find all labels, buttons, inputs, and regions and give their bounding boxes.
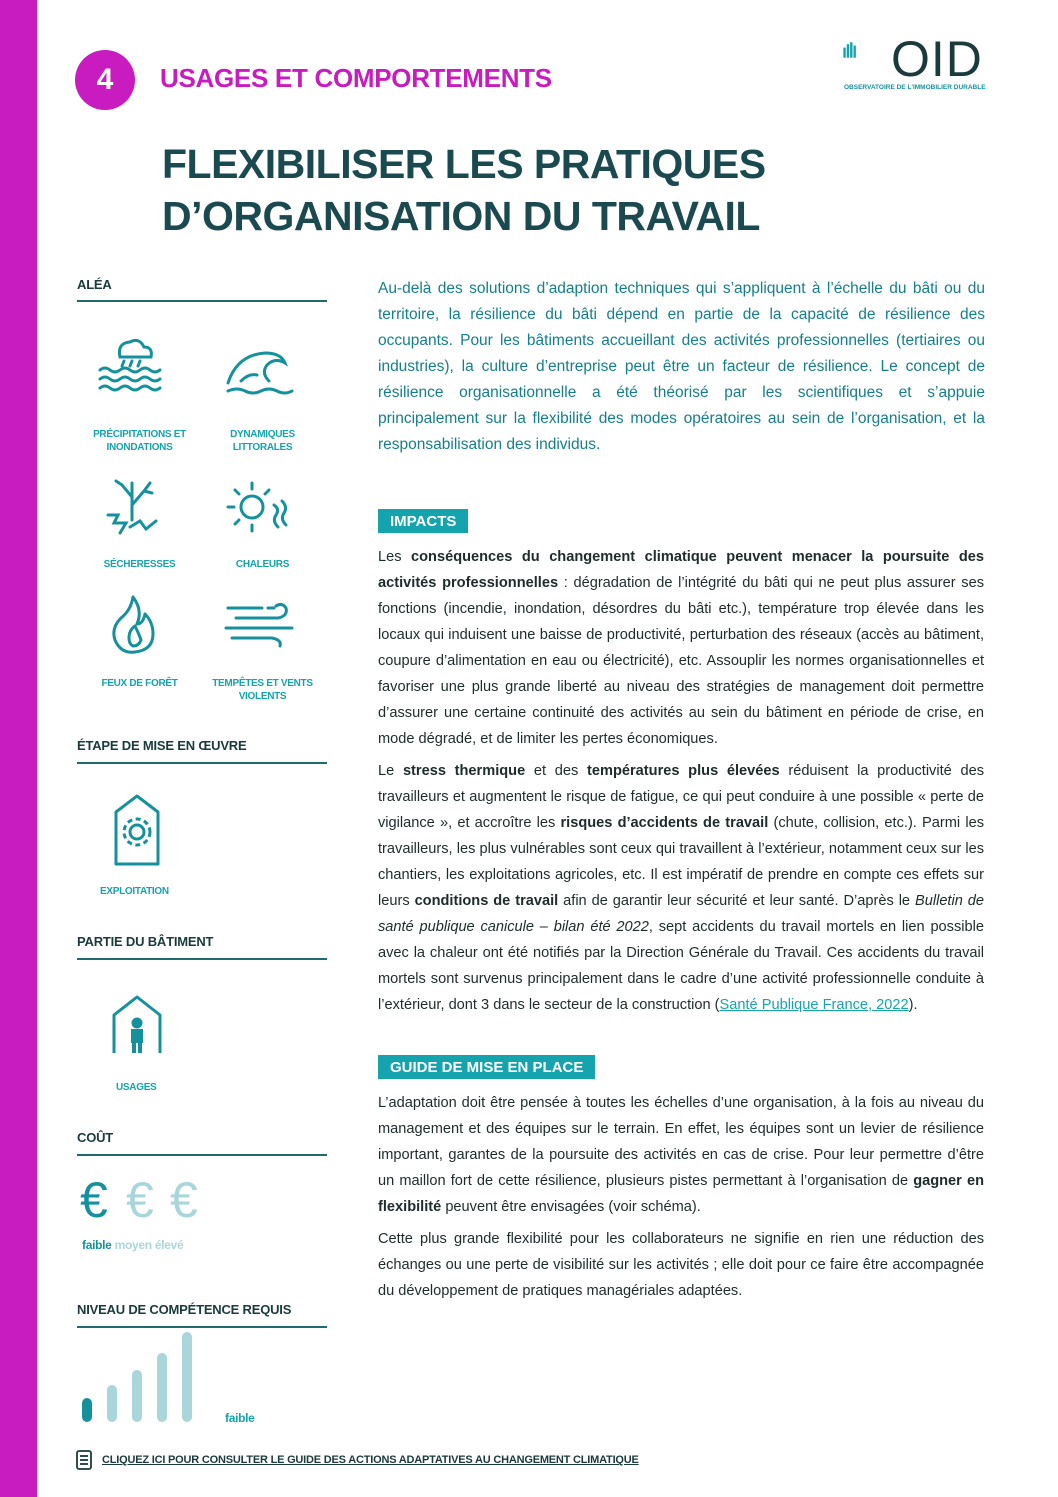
etape-label: EXPLOITATION [100,886,169,897]
alea-label-secheresses: SÉCHERESSES [103,559,176,570]
cost-level-labels [82,1238,183,1252]
cost-mid-label: moyen [114,1238,152,1252]
alea-label-chaleurs: CHALEURS [235,559,290,570]
partie-heading: PARTIE DU BÂTIMENT [77,934,214,949]
sun-heat-icon [222,475,297,540]
competence-heading: NIVEAU DE COMPÉTENCE REQUIS [77,1302,292,1317]
impacts-paragraph-1: Les conséquences du changement climatique peuvent menacer la poursuite des activités professionnelles : dégradation de l’intégrité du bâti qui ne peut plus assurer ses fonctions (incendie, inondation, désordres du bâti etc.), température trop élevée dans les locaux qui induisent une baisse de productivité, perturbation des réseaux (accès au bâtiment, coupure d’alimentation en eau ou électricité), etc. Assouplir les normes organisationnelles et favoriser une plus grande liberté au niveau des stratégies de management doit permettre d’assurer une certaine continuité des activités au sein du bâtiment en période de crise, en mode dégradé, et de limiter les pertes économiques. [378,549,984,747]
alea-label-precipitations: PRÉCIPITATIONS ET INONDATIONS [93,429,186,453]
wave-icon [225,345,295,395]
cout-heading: COÛT [77,1130,114,1145]
fire-icon [103,592,163,657]
cost-low-label: faible [82,1238,112,1252]
rain-flood-icon [95,335,165,395]
side-accent-bar [0,0,37,1497]
competence-bar-4 [157,1353,167,1422]
building-gear-icon [112,792,162,867]
oid-logo-icon [842,28,890,80]
divider [77,762,327,764]
alea-heading: ALÉA [77,277,112,292]
alea-label-feux: FEUX DE FORÊT [101,678,178,689]
competence-bar-3 [132,1370,142,1422]
partie-label: USAGES [116,1082,157,1093]
page-title-line1: FLEXIBILISER LES PRATIQUES [162,141,766,187]
chapter-number: 4 [75,50,135,110]
competence-bar-1 [82,1398,92,1422]
guide-footer-link[interactable] [76,1450,639,1470]
divider [77,300,327,302]
cost-high-label: élevé [154,1238,184,1252]
drought-icon [100,475,165,540]
intro-paragraph: Au-delà des solutions d’adaption techniques qui s’appliquent à l’échelle du bâti ou du territoire, la résilience du bâti dépend en partie de la capacité de résilience des occupants. Pour les bâtiments accueillant des activités professionnelles (tertiaires ou industries), la culture d’entreprise peut être un facteur de résilience. Le concept de résilience organisationnelle a été théorisé par les scientifiques et s’appuie principalement sur la flexibilité des modes opératoires au sein de l’organisation, et la responsabilisation des individus. [378,280,985,453]
guide-paragraph-1: L’adaptation doit être pensée à toutes les échelles d’une organisation, à la fois au niveau du management et des équipes sur le terrain. En effet, les équipes sont un levier de résilience important, garantes de la poursuite des activités en cas de crise. Pour leur permettre d’être un maillon fort de cette résilience, plusieurs pistes permettant à l’organisation de gagner en flexibilité peuvent être envisagées (voir schéma). [378,1095,984,1215]
document-icon [76,1450,92,1470]
guide-heading: GUIDE DE MISE EN PLACE [378,1055,595,1079]
impacts-body [378,544,984,1024]
guide-body [378,1090,984,1310]
source-link[interactable]: Santé Publique France, 2022 [719,997,909,1013]
divider [77,1154,327,1156]
logo-tagline: OBSERVATOIRE DE L'IMMOBILIER DURABLE [844,84,986,91]
impacts-paragraph-2: Le stress thermique et des températures plus élevées réduisent la productivité des travailleurs et augmentent le risque de fatigue, ce qui peut conduire à une possible « perte de vigilance », et accroître les risques d’accidents de travail (chute, collision, etc.). Parmi les travailleurs, les plus vulnérables sont ceux qui travaillent à l’extérieur, notamment ceux sur les chantiers, les exploitations agricoles, etc. Il est impératif de prendre en compte ces effets sur leurs conditions de travail afin de garantir leur sécurité et leur santé. D’après le Bulletin de santé publique canicule – bilan été 2022, sept accidents du travail mortels en lien possible avec la chaleur ont été notifiés par la Direction Générale du Travail. Ces accidents du travail mortels sont survenus principalement dans le cadre d’une activité professionnelle conduite à l’extérieur, dont 3 dans le secteur de la construction (Santé Publique France, 2022). [378,763,985,1013]
etape-heading: ÉTAPE DE MISE EN ŒUVRE [77,738,247,753]
page-title-line2: D’ORGANISATION DU TRAVAIL [162,193,760,239]
divider [77,958,327,960]
divider [77,1326,327,1328]
building-person-icon [110,993,165,1058]
impacts-heading: IMPACTS [378,509,468,533]
competence-bar-5 [182,1332,192,1422]
competence-bar-2 [107,1385,117,1422]
footer-link-text[interactable]: CLIQUEZ ICI POUR CONSULTER LE GUIDE DES ACTIONS ADAPTATIVES AU CHANGEMENT CLIMATIQUE [102,1454,639,1466]
logo-text: OID [891,31,983,87]
competence-label: faible [225,1411,255,1425]
guide-paragraph-2: Cette plus grande flexibilité pour les collaborateurs ne signifie en rien une réduction des échanges ou une perte de visibilité sur les activités ; elle doit pour ce faire être accompagnée du développement de pratiques managériales adaptées. [378,1231,984,1299]
page-title [162,138,882,242]
alea-label-littorales: DYNAMIQUES LITTORALES [230,429,295,453]
euro-icon-mid: € [126,1172,154,1228]
wind-icon [222,600,302,650]
euro-icon-low: € [80,1172,108,1228]
alea-label-tempetes: TEMPÊTES ET VENTS VIOLENTS [212,678,313,702]
chapter-title: USAGES ET COMPORTEMENTS [160,63,552,93]
euro-icon-high: € [170,1172,198,1228]
